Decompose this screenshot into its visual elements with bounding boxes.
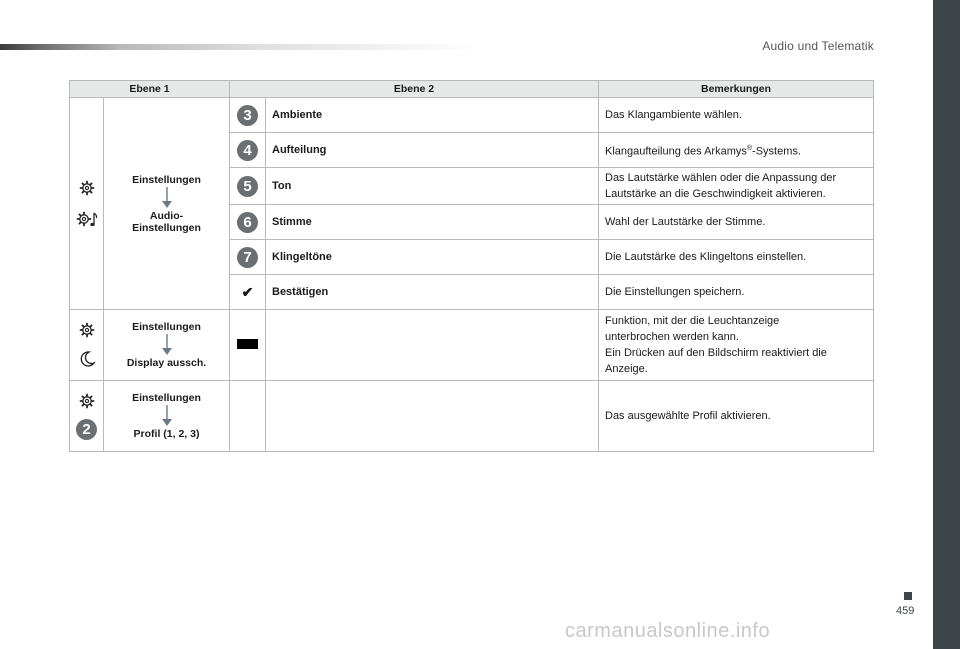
display-level1-cell [104,310,230,381]
number-badge: 2 [76,419,97,440]
option-remark: Wahl der Lautstärke der Stimme. [599,205,874,240]
audio-icons-cell [70,98,104,310]
registered-mark: ® [746,144,753,152]
option-remark [599,133,874,168]
badge-cell [230,275,266,310]
empty-label-cell [266,381,599,452]
watermark: carmanualsonline.info [565,620,771,642]
number-badge: 4 [237,140,258,161]
down-arrow-icon [161,186,173,210]
remark-text-end: -Systems. [752,145,801,158]
option-label: Aufteilung [266,133,599,168]
moon-icon [78,350,96,368]
table-row [70,310,874,381]
level1-settings-label: Einstellungen [132,173,201,186]
checkmark-icon: ✔ [241,283,254,300]
display-off-icon-cell [230,310,266,381]
table-header-row [70,81,874,98]
profile-level1-cell [104,381,230,452]
number-badge: 7 [237,247,258,268]
header-level2: Ebene 2 [230,81,599,98]
badge-cell [230,240,266,275]
option-remark: Die Einstellungen speichern. [599,275,874,310]
option-label: Stimme [266,205,599,240]
level1-profile-label: Profil (1, 2, 3) [133,428,200,440]
remark-line: Anzeige. [605,363,648,375]
number-badge: 3 [237,105,258,126]
level1-audio-label-line1: Audio- [149,209,184,222]
level1-settings-label: Einstellungen [132,392,201,404]
down-arrow-icon [161,333,173,357]
option-label: Bestätigen [266,275,599,310]
display-icons-cell [70,310,104,381]
option-remark: Das ausgewählte Profil aktivieren. [599,381,874,452]
level1-display-off-label: Display aussch. [126,357,207,369]
audio-level1-cell [104,98,230,310]
option-label: Klingeltöne [266,240,599,275]
badge-cell [230,98,266,133]
option-remark: Die Lautstärke des Klingeltons einstellen. [599,240,874,275]
top-gradient-bar [0,44,480,50]
option-label: Ton [266,168,599,205]
remark-line: Ein Drücken auf den Bildschirm reaktiviert die [605,347,827,359]
gear-icon [79,393,95,409]
empty-label-cell [266,310,599,381]
table-row [70,98,874,133]
level1-audio-label-line2: Einstellungen [132,221,201,234]
gear-icon [79,322,95,338]
settings-table [69,80,874,452]
profile-icons-cell [70,381,104,452]
option-label: Ambiente [266,98,599,133]
screen-off-icon [237,339,258,349]
badge-cell [230,133,266,168]
option-remark: Das Lautstärke wählen oder die Anpassung der Lautstärke an die Geschwindigkeit aktivieren. [599,168,874,205]
page-marker [904,592,912,600]
empty-cell [230,381,266,452]
option-remark: Das Klangambiente wählen. [599,98,874,133]
down-arrow-icon [161,404,173,428]
number-badge: 5 [237,176,258,197]
gear-icon [79,180,95,196]
page-number: 459 [896,605,915,617]
number-badge: 6 [237,212,258,233]
audio-settings-icon [76,210,98,228]
right-sidebar [933,0,960,649]
remark-line: unterbrochen werden kann. [605,331,739,343]
remark-line: Funktion, mit der die Leuchtanzeige [605,315,780,327]
header-level1: Ebene 1 [70,81,230,98]
badge-cell [230,205,266,240]
table-row [70,381,874,452]
badge-cell [230,168,266,205]
level1-settings-label: Einstellungen [132,321,201,333]
option-remark [599,310,874,381]
header-remarks: Bemerkungen [599,81,874,98]
section-title: Audio und Telematik [762,39,874,53]
remark-text: Klangaufteilung des Arkamys [605,145,747,158]
